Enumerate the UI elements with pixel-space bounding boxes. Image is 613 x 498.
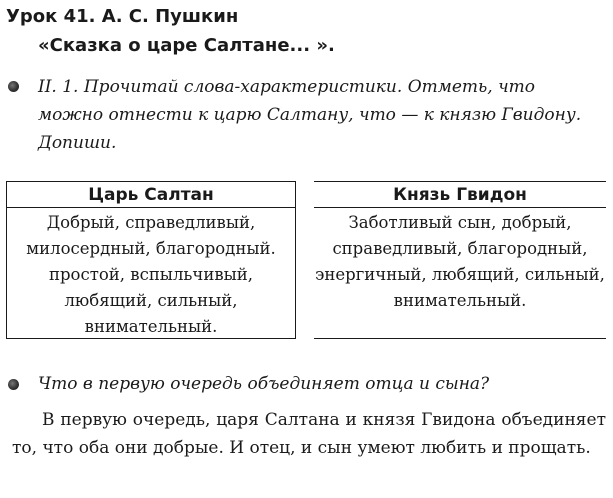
question-text: Что в первую очередь объединяет отца и сына? <box>38 374 490 394</box>
gvidon-traits: Заботливый сын, добрый, справедливый, благородный, энергичный, любящий, сильный, внимательный. <box>314 207 606 339</box>
gvidon-header: Князь Гвидон <box>314 181 606 207</box>
bullet-icon <box>8 81 19 92</box>
saltan-header: Царь Салтан <box>6 181 296 207</box>
characteristics-table <box>6 181 606 341</box>
saltan-traits: Добрый, справедливый, милосердный, благородный. простой, вспыльчивый, любящий, сильный, внимательный. <box>6 207 296 339</box>
bullet-icon <box>8 379 19 390</box>
saltan-column <box>6 181 296 339</box>
task-instruction: II. 1. Прочитай слова-характеристики. Отметь, что можно отнести к царю Салтану, что — к князю Гвидону. Допиши. <box>38 77 582 153</box>
lesson-subtitle: «Сказка о царе Салтане... ». <box>38 35 335 56</box>
lesson-title: Урок 41. А. С. Пушкин <box>6 6 239 27</box>
answer-text: В первую очередь, царя Салтана и князя Гвидона объединяет то, что оба они добрые. И отец, и сын умеют любить и прощать. <box>12 410 606 458</box>
gvidon-column <box>314 181 606 339</box>
